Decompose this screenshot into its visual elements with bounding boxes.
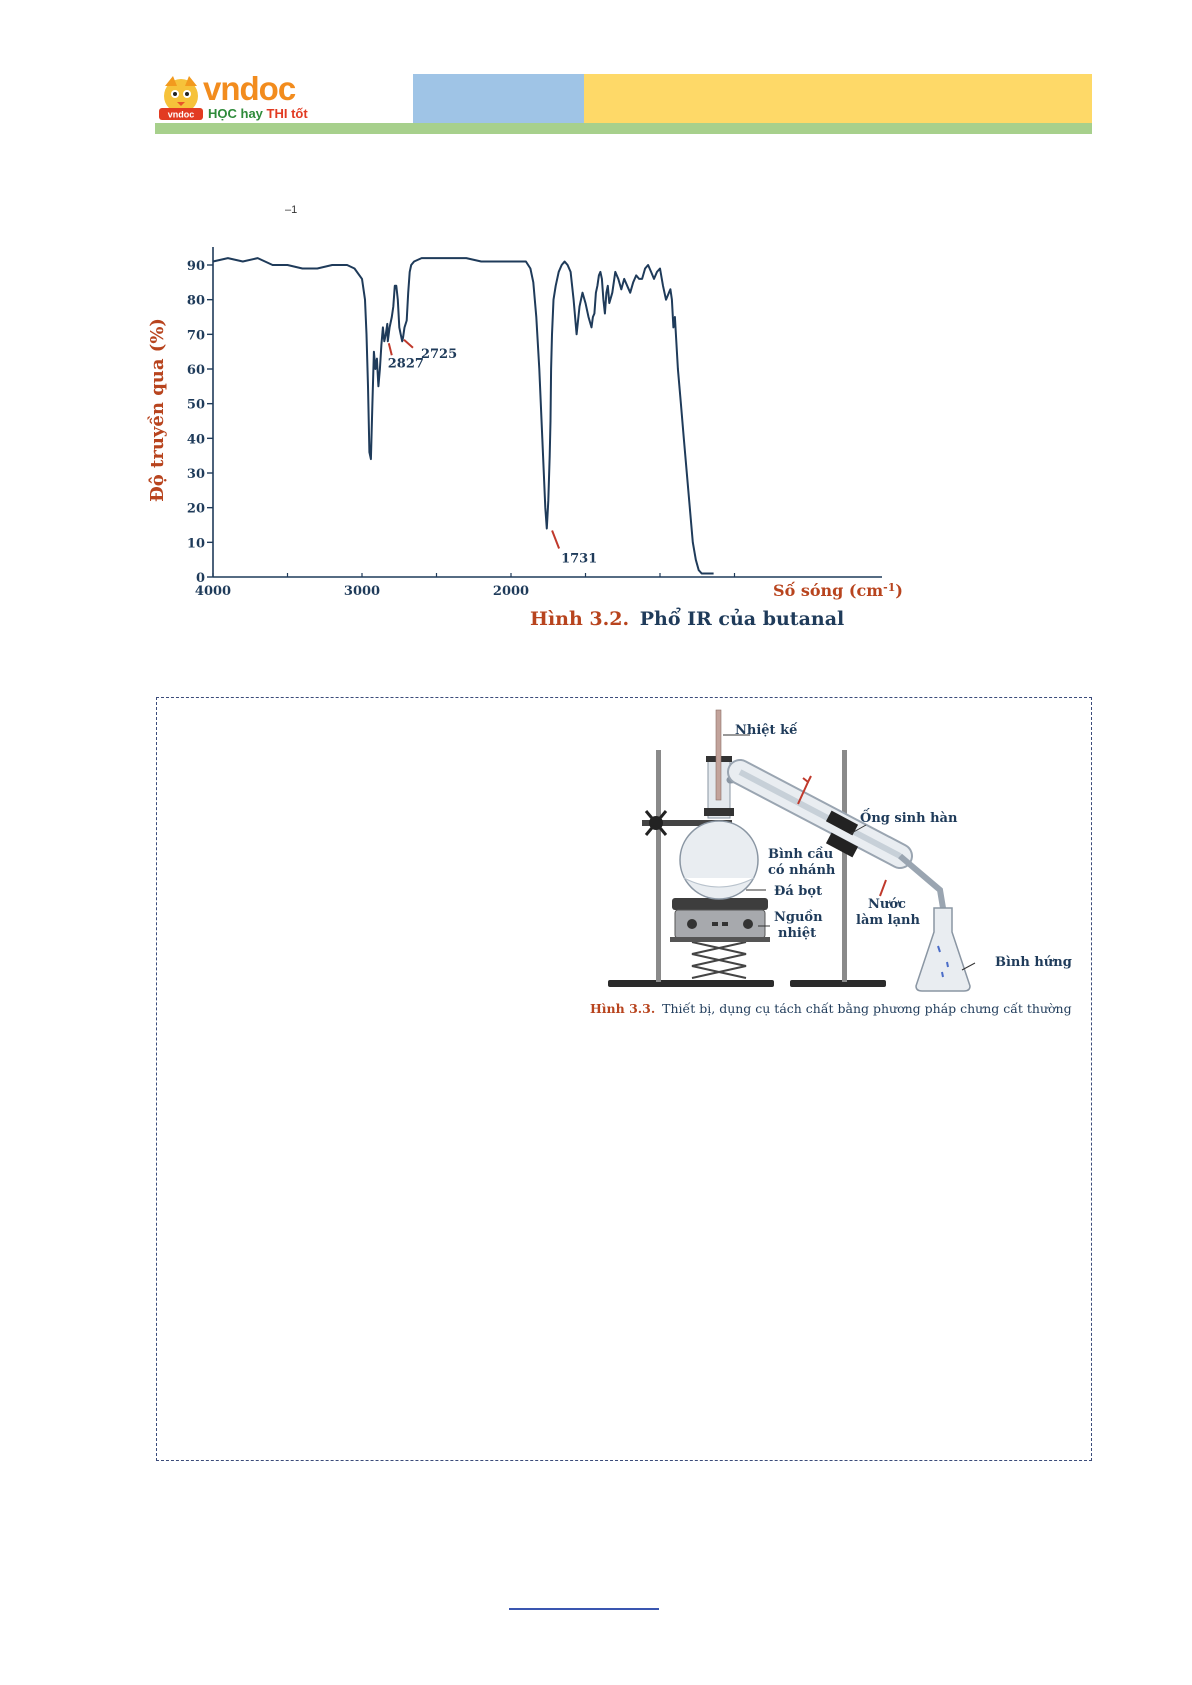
label-thermometer: Nhiệt kế bbox=[735, 723, 798, 738]
y-tick-label: 70 bbox=[186, 328, 205, 344]
tagline bbox=[208, 106, 308, 121]
x-axis-label-sup: -1 bbox=[883, 581, 896, 594]
chart-caption bbox=[530, 606, 844, 630]
footer-link-underline[interactable] bbox=[509, 1608, 659, 1610]
annotation-label: 2725 bbox=[420, 346, 458, 362]
y-ticks bbox=[187, 259, 213, 586]
header-band-green bbox=[155, 123, 1092, 134]
y-tick-label: 0 bbox=[195, 571, 205, 586]
label-flask-line1: Bình cầu bbox=[768, 847, 834, 862]
x-axis-label bbox=[773, 581, 903, 600]
label-heat-line1: Nguồn bbox=[774, 910, 823, 925]
brand-name: vndoc bbox=[203, 70, 296, 107]
left-stand-rod bbox=[656, 750, 661, 982]
y-tick-label: 10 bbox=[186, 536, 205, 552]
tagline-part1: HỌC hay bbox=[208, 106, 263, 121]
chart-title: Phổ IR của butanal bbox=[639, 608, 845, 630]
y-tick-label: 40 bbox=[186, 432, 205, 448]
y-tick-label: 30 bbox=[186, 467, 205, 482]
y-tick-label: 60 bbox=[186, 363, 205, 378]
y-tick-label: 80 bbox=[186, 293, 205, 309]
label-water-line1: Nước bbox=[868, 897, 906, 912]
label-heat-line2: nhiệt bbox=[778, 926, 817, 941]
header-band-blue bbox=[413, 74, 584, 125]
spectrum-line bbox=[213, 258, 714, 573]
badge-text: vndoc bbox=[167, 109, 195, 120]
right-stand-rod bbox=[842, 750, 847, 982]
label-water-line2: làm lạnh bbox=[856, 913, 920, 928]
x-tick-label: 3000 bbox=[343, 584, 381, 599]
apparatus-caption bbox=[590, 1001, 1072, 1016]
label-condenser: Ống sinh hàn bbox=[860, 811, 958, 826]
label-receiver: Bình hứng bbox=[995, 955, 1072, 970]
label-boiling-chips: Đá bọt bbox=[774, 884, 823, 899]
annotation-leader bbox=[404, 340, 413, 348]
chart-figure-label: Hình 3.2. bbox=[530, 608, 630, 630]
y-axis-label: Độ truyền qua (%) bbox=[147, 318, 168, 502]
x-axis-label-main: Số sóng (cm bbox=[773, 581, 884, 600]
x-tick-label: 2000 bbox=[492, 584, 530, 599]
mascot-icon bbox=[155, 72, 207, 124]
header-band-yellow bbox=[584, 74, 1092, 125]
heat-source bbox=[670, 898, 770, 942]
thermometer bbox=[716, 710, 721, 800]
stray-superscript: –1 bbox=[285, 204, 298, 216]
receiving-flask bbox=[916, 908, 970, 991]
annotation-label: 1731 bbox=[561, 551, 598, 567]
scissor-jack bbox=[692, 942, 746, 978]
left-stand-base bbox=[608, 980, 774, 987]
ir-spectrum-chart bbox=[147, 215, 903, 635]
label-flask-line2: có nhánh bbox=[768, 863, 836, 878]
x-axis-label-close: ) bbox=[895, 581, 903, 600]
distillation-apparatus-figure bbox=[590, 710, 1082, 1030]
annotation-label: 2827 bbox=[387, 356, 424, 372]
y-tick-label: 50 bbox=[186, 397, 205, 413]
right-stand-base bbox=[790, 980, 886, 987]
apparatus-caption-label: Hình 3.3. bbox=[590, 1001, 656, 1016]
apparatus-caption-text: Thiết bị, dụng cụ tách chất bằng phương pháp chưng cất thường bbox=[662, 1001, 1072, 1016]
condenser bbox=[730, 772, 945, 920]
peak-annotations bbox=[388, 340, 597, 567]
annotation-leader bbox=[552, 530, 559, 548]
tagline-part2: THI tốt bbox=[266, 106, 308, 121]
annotation-leader bbox=[389, 343, 392, 355]
x-tick-label: 4000 bbox=[194, 584, 232, 599]
vndoc-logo[interactable] bbox=[155, 70, 315, 126]
y-tick-label: 20 bbox=[186, 501, 205, 517]
y-tick-label: 90 bbox=[186, 259, 205, 274]
